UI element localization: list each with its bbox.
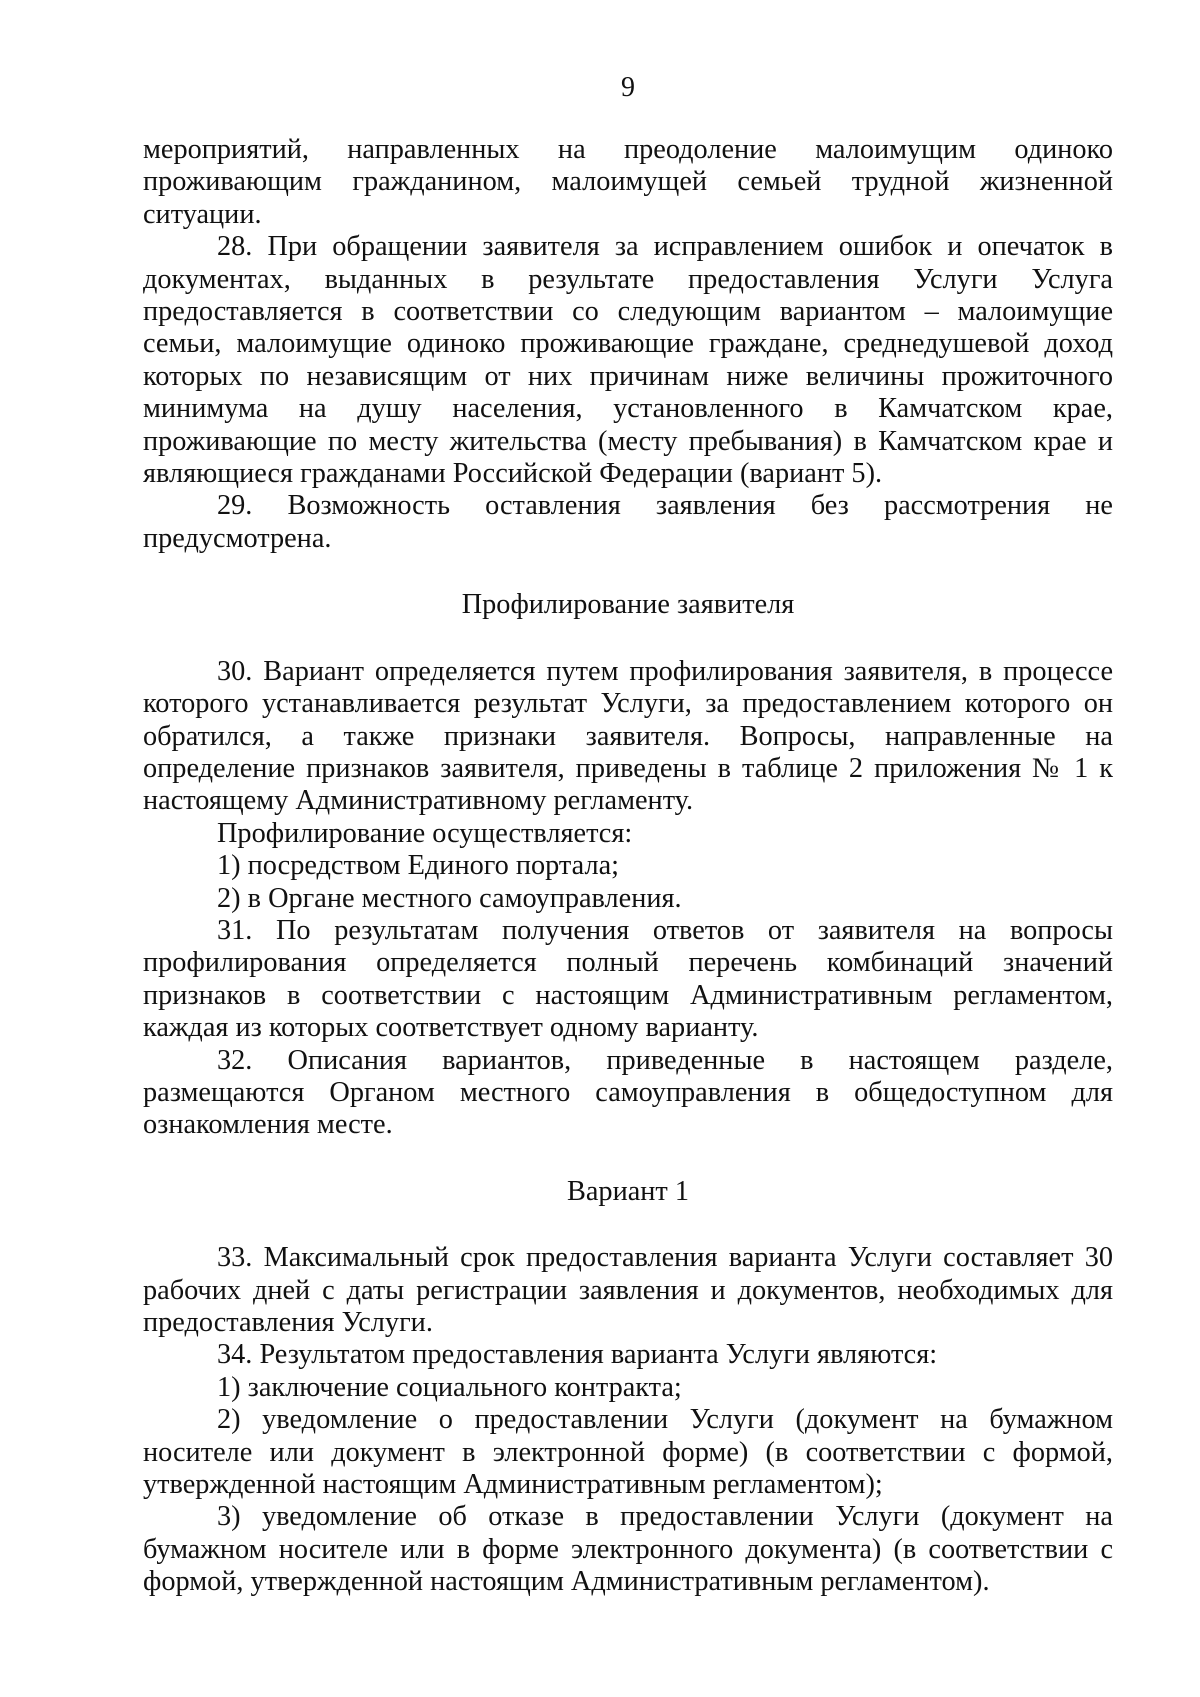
list-item-portal: 1) посредством Единого портала; <box>217 850 619 882</box>
list-item-contract: 1) заключение социального контракта; <box>217 1371 682 1403</box>
paragraph-continuation: мероприятий, направленных на преодоление малоимущим одиноко проживающим гражданином, малоимущей семьей трудной жизненной ситуации. <box>143 134 1113 230</box>
paragraph-34: 34. Результатом предоставления варианта Услуги являются: <box>217 1339 938 1371</box>
paragraph-30: 30. Вариант определяется путем профилирования заявителя, в процессе которого устанавливается результат Услуги, за предоставлением которого он обратился, а также признаки заявителя. Вопросы, направленные на определение признаков заявителя, приведены в таблице 2 приложения № 1 к настоящему Административному регламенту. <box>143 655 1113 817</box>
list-item-refusal: 3) уведомление об отказе в предоставлении Услуги (документ на бумажном носителе или в форме электронного документа) (в соответствии с формой, утвержденной настоящим Административным регламентом). <box>143 1501 1113 1598</box>
paragraph-31: 31. По результатам получения ответов от заявителя на вопросы профилирования определяется полный перечень комбинаций значений признаков в соответствии с настоящим Административным регламентом, каждая из которых соответствует одному варианту. <box>143 914 1113 1044</box>
paragraph-29: 29. Возможность оставления заявления без рассмотрения не предусмотрена. <box>143 490 1113 554</box>
list-item-local-authority: 2) в Органе местного самоуправления. <box>217 882 682 914</box>
list-item-notification: 2) уведомление о предоставлении Услуги (документ на бумажном носителе или документ в электронной форме) (в соответствии с формой, утвержденной настоящим Административным регламентом); <box>143 1404 1113 1501</box>
section-heading-profiling: Профилирование заявителя <box>461 589 795 621</box>
document-body <box>143 134 1113 1599</box>
paragraph-profiling-intro: Профилирование осуществляется: <box>217 817 633 849</box>
page-number: 9 <box>621 72 635 103</box>
section-heading-variant-1: Вариант 1 <box>566 1175 690 1207</box>
paragraph-33: 33. Максимальный срок предоставления варианта Услуги составляет 30 рабочих дней с даты регистрации заявления и документов, необходимых для предоставления Услуги. <box>143 1242 1113 1338</box>
paragraph-28: 28. При обращении заявителя за исправлением ошибок и опечаток в документах, выданных в результате предоставления Услуги Услуга предоставляется в соответствии со следующим вариантом – малоимущие семьи, малоимущие одиноко проживающие граждане, среднедушевой доход которых по независящим от них причинам ниже величины прожиточного минимума на душу населения, установленного в Камчатском крае, проживающие по месту жительства (месту пребывания) в Камчатском крае и являющиеся гражданами Российской Федерации (вариант 5). <box>143 231 1113 490</box>
paragraph-32: 32. Описания вариантов, приведенные в настоящем разделе, размещаются Органом местного самоуправления в общедоступном для ознакомления месте. <box>143 1044 1113 1141</box>
